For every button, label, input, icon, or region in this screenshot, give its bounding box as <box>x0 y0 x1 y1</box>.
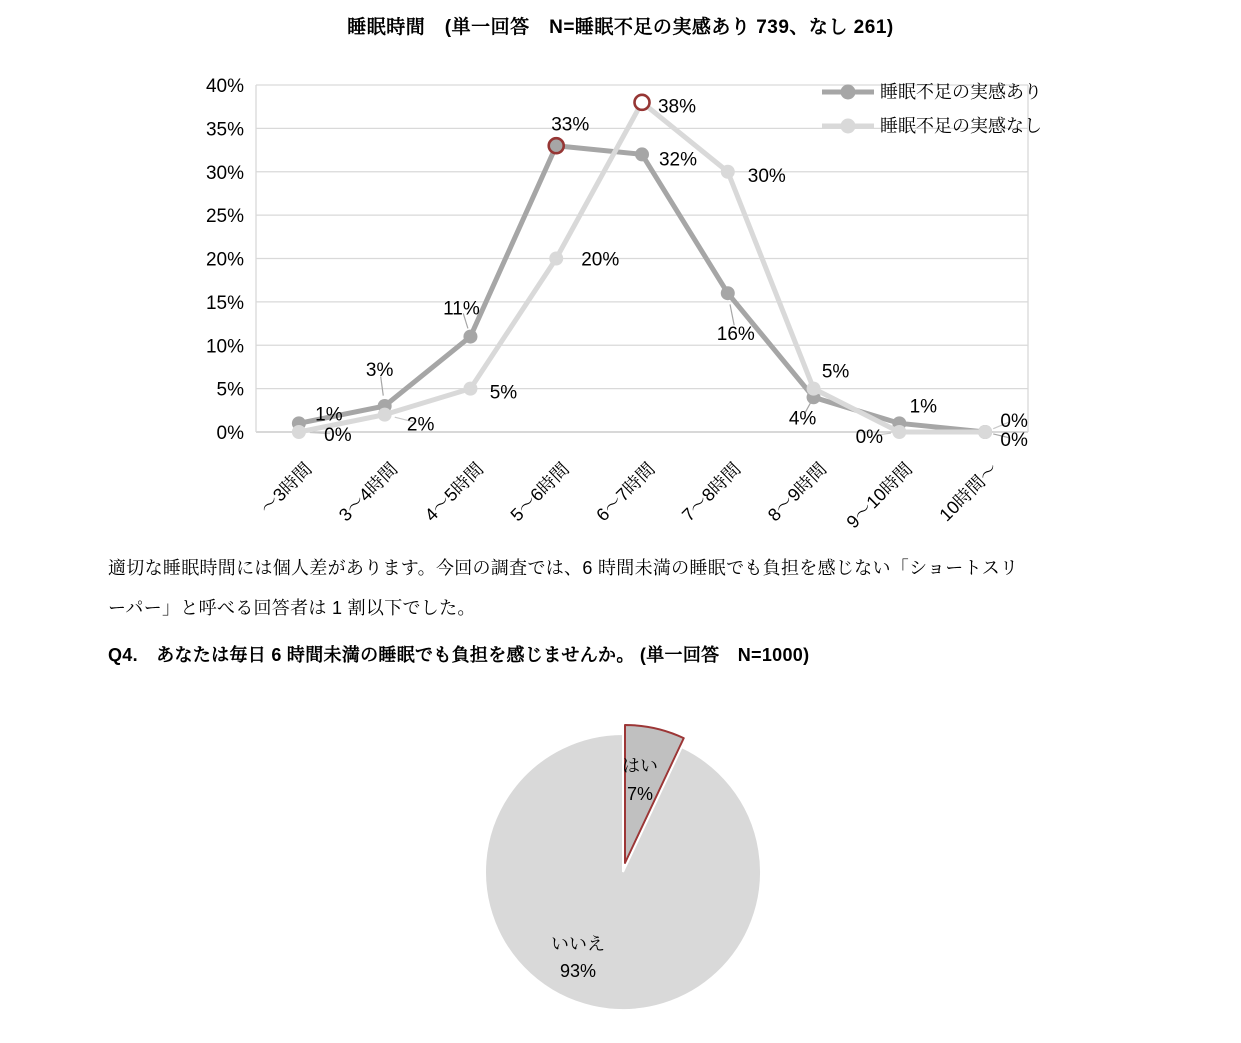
pie-label-yes: はい <box>622 756 658 776</box>
data-label-without-sleep-deficit: 5% <box>489 382 518 404</box>
data-label-without-sleep-deficit: 5% <box>821 361 850 383</box>
data-point-without-sleep-deficit <box>892 425 906 439</box>
data-label-with-sleep-deficit: 11% <box>443 298 480 320</box>
data-label-with-sleep-deficit: 3% <box>365 359 394 381</box>
data-label-without-sleep-deficit: 0% <box>1000 411 1028 432</box>
data-label-with-sleep-deficit: 1% <box>315 404 343 426</box>
y-axis-tick-label: 5% <box>216 379 244 401</box>
x-axis-tick-label: ～3時間 <box>256 458 316 519</box>
x-axis-tick-label: 4～5時間 <box>420 458 488 526</box>
data-point-without-sleep-deficit <box>549 252 563 266</box>
pie-pct-label-no: 93% <box>559 961 597 981</box>
data-label-without-sleep-deficit: 0% <box>855 427 884 448</box>
highlighted-data-point-with-sleep-deficit <box>549 138 564 153</box>
y-axis-tick-label: 40% <box>205 76 244 97</box>
data-label-with-sleep-deficit: 0% <box>1000 430 1028 451</box>
data-label-without-sleep-deficit: 38% <box>657 96 697 118</box>
x-axis-tick-label: 5～6時間 <box>506 458 574 526</box>
y-axis-tick-label: 30% <box>205 162 244 184</box>
question-q4-text: Q4. あなたは毎日 6 時間未満の睡眠でも負担を感じませんか。 (単一回答 N=1000) <box>108 645 810 665</box>
pie-pct-label-yes: 7% <box>626 784 654 804</box>
highlighted-data-point-without-sleep-deficit <box>635 95 650 110</box>
data-point-without-sleep-deficit <box>378 408 392 422</box>
data-label-with-sleep-deficit: 4% <box>788 408 817 430</box>
y-axis-tick-label: 20% <box>205 249 244 271</box>
x-axis-tick-label: 10時間～ <box>935 458 1002 526</box>
summary-paragraph-line2: ーパー」と呼べる回答者は 1 割以下でした。 <box>108 598 476 618</box>
data-point-without-sleep-deficit <box>463 382 477 396</box>
y-axis-tick-label: 25% <box>205 206 244 228</box>
y-axis-tick-label: 0% <box>216 423 244 444</box>
data-label-without-sleep-deficit: 30% <box>747 165 786 187</box>
data-label-without-sleep-deficit: 0% <box>324 425 352 446</box>
x-axis-tick-label: 7～8時間 <box>678 458 745 526</box>
data-label-with-sleep-deficit: 1% <box>909 396 938 418</box>
data-point-with-sleep-deficit <box>721 286 735 300</box>
x-axis-tick-label: 8～9時間 <box>763 458 831 526</box>
x-axis-tick-label: 3～4時間 <box>335 458 402 526</box>
legend-label-without-sleep-deficit: 睡眠不足の実感なし <box>880 116 1042 136</box>
summary-paragraph <box>108 548 1168 628</box>
y-axis-tick-label: 15% <box>205 292 244 314</box>
data-label-without-sleep-deficit: 20% <box>581 249 620 271</box>
data-label-leader <box>730 304 734 325</box>
legend-label-with-sleep-deficit: 睡眠不足の実感あり <box>880 82 1042 102</box>
x-axis-tick-label: 6～7時間 <box>592 458 659 526</box>
data-label-with-sleep-deficit: 32% <box>658 149 698 171</box>
x-axis-tick-label: 9～10時間 <box>842 458 917 533</box>
line-chart-title: 睡眠時間 (単一回答 N=睡眠不足の実感あり 739、なし 261) <box>347 17 894 38</box>
data-point-without-sleep-deficit <box>292 425 306 439</box>
y-axis-tick-label: 35% <box>205 119 244 141</box>
legend-swatch-marker <box>841 85 856 100</box>
summary-paragraph-line1: 適切な睡眠時間には個人差があります。今回の調査では、6 時間未満の睡眠でも負担を感じない「ショートスリ <box>108 558 1019 578</box>
pie-label-no: いいえ <box>551 934 605 954</box>
data-point-without-sleep-deficit <box>721 165 735 179</box>
data-point-with-sleep-deficit <box>463 330 477 344</box>
data-label-without-sleep-deficit: 2% <box>406 414 435 436</box>
y-axis-tick-label: 10% <box>205 336 244 358</box>
data-point-without-sleep-deficit <box>978 425 992 439</box>
data-label-with-sleep-deficit: 33% <box>551 114 590 136</box>
data-point-without-sleep-deficit <box>807 382 821 396</box>
data-point-with-sleep-deficit <box>635 147 649 161</box>
data-label-with-sleep-deficit: 16% <box>716 324 755 346</box>
legend-swatch-marker <box>841 119 856 134</box>
short-sleeper-pie-chart <box>0 690 1241 1043</box>
